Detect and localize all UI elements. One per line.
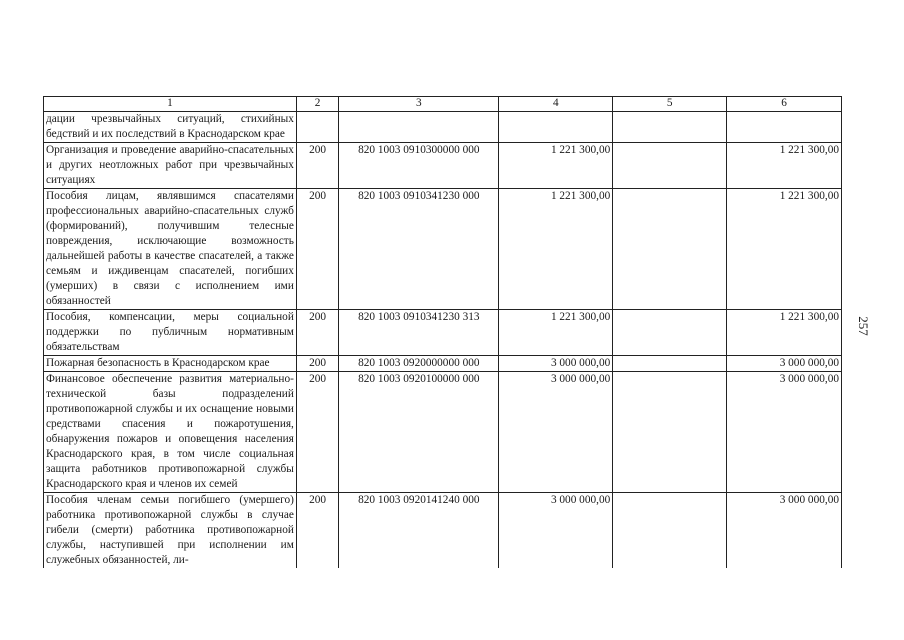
row-col5 bbox=[613, 372, 727, 493]
row-name: Пособия лицам, являвшимся спасателями профессиональных аварийно-спасательных служб (формирований), получившим телесные повреждения, исключающие возможность дальнейшей работы в качестве спасателей, а также семьям и иждивенцам спасателей, погибших (умерших) в связи с исполнением ими обязанностей bbox=[44, 189, 297, 310]
row-code: 820 1003 0920000000 000 bbox=[339, 356, 499, 372]
row-code bbox=[339, 112, 499, 143]
table-row bbox=[44, 112, 842, 143]
row-col6: 1 221 300,00 bbox=[727, 143, 842, 189]
header-col-4: 4 bbox=[499, 97, 613, 112]
table-row bbox=[44, 356, 842, 372]
row-code: 820 1003 0910300000 000 bbox=[339, 143, 499, 189]
table-row bbox=[44, 143, 842, 189]
header-col-6: 6 bbox=[727, 97, 842, 112]
row-name: дации чрезвычайных ситуаций, стихийных бедствий и их последствий в Краснодарском крае bbox=[44, 112, 297, 143]
header-col-5: 5 bbox=[613, 97, 727, 112]
row-kvr: 200 bbox=[296, 356, 338, 372]
row-kvr: 200 bbox=[296, 143, 338, 189]
table-row bbox=[44, 493, 842, 569]
row-col6: 3 000 000,00 bbox=[727, 356, 842, 372]
row-name: Пожарная безопасность в Краснодарском крае bbox=[44, 356, 297, 372]
row-col6: 3 000 000,00 bbox=[727, 372, 842, 493]
header-col-3: 3 bbox=[339, 97, 499, 112]
row-kvr: 200 bbox=[296, 310, 338, 356]
table-row bbox=[44, 189, 842, 310]
row-col4: 1 221 300,00 bbox=[499, 310, 613, 356]
row-col4: 1 221 300,00 bbox=[499, 143, 613, 189]
row-code: 820 1003 0920141240 000 bbox=[339, 493, 499, 569]
row-col6: 1 221 300,00 bbox=[727, 310, 842, 356]
row-name: Пособия, компенсации, меры социальной поддержки по публичным нормативным обязательствам bbox=[44, 310, 297, 356]
budget-table bbox=[43, 96, 842, 568]
row-name: Организация и проведение аварийно-спасательных и других неотложных работ при чрезвычайных ситуациях bbox=[44, 143, 297, 189]
row-col5 bbox=[613, 112, 727, 143]
row-col5 bbox=[613, 493, 727, 569]
table-row bbox=[44, 310, 842, 356]
header-col-2: 2 bbox=[296, 97, 338, 112]
row-kvr: 200 bbox=[296, 493, 338, 569]
row-kvr: 200 bbox=[296, 372, 338, 493]
row-col4 bbox=[499, 112, 613, 143]
row-col4: 1 221 300,00 bbox=[499, 189, 613, 310]
row-code: 820 1003 0920100000 000 bbox=[339, 372, 499, 493]
row-code: 820 1003 0910341230 313 bbox=[339, 310, 499, 356]
row-col4: 3 000 000,00 bbox=[499, 356, 613, 372]
row-col5 bbox=[613, 143, 727, 189]
table-row bbox=[44, 372, 842, 493]
row-code: 820 1003 0910341230 000 bbox=[339, 189, 499, 310]
row-col6: 3 000 000,00 bbox=[727, 493, 842, 569]
row-col6: 1 221 300,00 bbox=[727, 189, 842, 310]
row-col5 bbox=[613, 189, 727, 310]
row-col4: 3 000 000,00 bbox=[499, 372, 613, 493]
row-kvr: 200 bbox=[296, 189, 338, 310]
row-kvr bbox=[296, 112, 338, 143]
row-col4: 3 000 000,00 bbox=[499, 493, 613, 569]
row-col6 bbox=[727, 112, 842, 143]
row-name: Пособия членам семьи погибшего (умершего) работника противопожарной службы в случае гибели (смерти) работника противопожарной службы, наступившей при исполнении им служебных обязанностей, ли- bbox=[44, 493, 297, 569]
header-col-1: 1 bbox=[44, 97, 297, 112]
row-col5 bbox=[613, 356, 727, 372]
table-header-row bbox=[44, 97, 842, 112]
row-name: Финансовое обеспечение развития материально-технической базы подразделений противопожарной службы и их оснащение новыми средствами спасения и пожаротушения, обнаружения пожаров и оповещения населения Краснодарского края, в том числе социальная защита работников противопожарной службы Краснодарского края и членов их семей bbox=[44, 372, 297, 493]
page-number: 257 bbox=[856, 316, 871, 336]
row-col5 bbox=[613, 310, 727, 356]
